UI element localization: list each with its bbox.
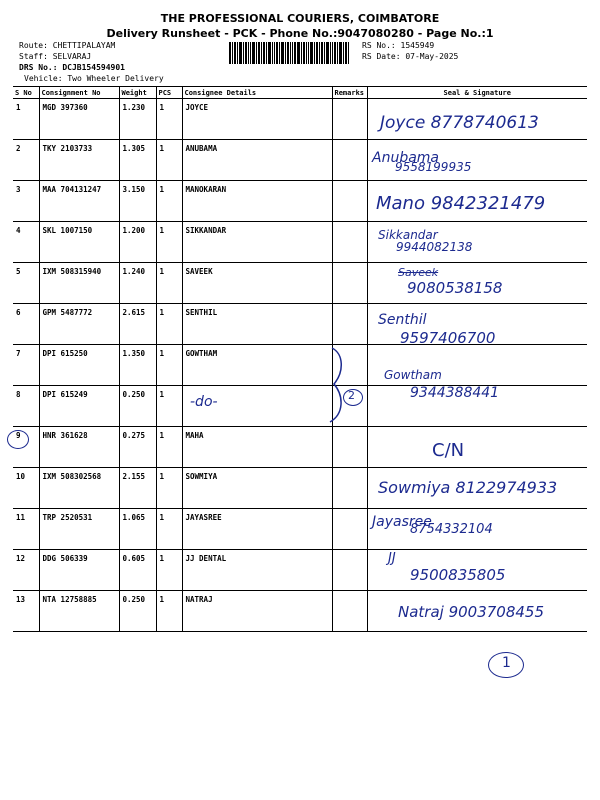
table-row: [13, 345, 587, 386]
cell-sno: 12: [13, 550, 39, 591]
cell-remarks: [332, 263, 367, 304]
cell-pcs: 1: [156, 304, 182, 345]
table-row: [13, 222, 587, 263]
col-pcs: PCS: [156, 87, 182, 99]
cell-sno: 1: [13, 99, 39, 140]
cell-remarks: [332, 304, 367, 345]
cell-consignment: DPI 615249: [39, 386, 119, 427]
table-row: [13, 427, 587, 468]
cell-consignment: DDG 506339: [39, 550, 119, 591]
cell-consignee: JOYCE: [182, 99, 332, 140]
rs-number: RS No.: 1545949: [362, 41, 435, 50]
cell-consignee: SENTHIL: [182, 304, 332, 345]
cell-consignment: HNR 361628: [39, 427, 119, 468]
cell-sno: 6: [13, 304, 39, 345]
col-remarks: Remarks: [332, 87, 367, 99]
cell-consignee: JJ DENTAL: [182, 550, 332, 591]
cell-remarks: [332, 509, 367, 550]
cell-pcs: 1: [156, 345, 182, 386]
company-title: THE PROFESSIONAL COURIERS, COIMBATORE: [160, 12, 440, 25]
col-sno: S No: [13, 87, 39, 99]
cell-weight: 1.305: [119, 140, 156, 181]
cell-weight: 0.605: [119, 550, 156, 591]
barcode: [229, 42, 349, 64]
cell-consignment: GPM 5487772: [39, 304, 119, 345]
table-header-row: [13, 87, 587, 99]
signature-row-12-phone: 9500835805: [410, 566, 506, 584]
cell-pcs: 1: [156, 468, 182, 509]
col-seal-signature: Seal & Signature: [367, 87, 587, 99]
col-weight: Weight: [119, 87, 156, 99]
cell-pcs: 1: [156, 386, 182, 427]
signature-row-8-name: Gowtham: [384, 368, 442, 382]
cell-pcs: 1: [156, 427, 182, 468]
cell-pcs: 1: [156, 140, 182, 181]
cell-sno: 11: [13, 509, 39, 550]
drs-number: DRS No.: DCJB154594901: [19, 63, 125, 72]
table-row: [13, 304, 587, 345]
cell-pcs: 1: [156, 99, 182, 140]
cell-consignee: MAHA: [182, 427, 332, 468]
signature-row-6-phone: 9597406700: [400, 329, 496, 347]
cell-weight: 2.615: [119, 304, 156, 345]
route-label: Route: CHETTIPALAYAM: [19, 41, 116, 50]
cell-remarks: [332, 427, 367, 468]
ditto-mark-row-8: -do-: [190, 394, 218, 410]
cell-sno: 9: [13, 427, 39, 468]
staff-label: Staff: SELVARAJ: [19, 52, 92, 61]
remark-row-9: C/N: [432, 440, 465, 461]
cell-consignment: SKL 1007150: [39, 222, 119, 263]
cell-consignment: MGD 397360: [39, 99, 119, 140]
row-9-circle-mark: [7, 430, 29, 449]
cell-remarks: [332, 222, 367, 263]
circled-count-value: 2: [348, 389, 355, 402]
cell-sno: 4: [13, 222, 39, 263]
cell-weight: 0.250: [119, 386, 156, 427]
signature-row-4-name: Sikkandar: [378, 228, 438, 242]
signature-row-1: Joyce 8778740613: [380, 113, 539, 133]
runsheet-table: [13, 86, 587, 632]
cell-sno: 8: [13, 386, 39, 427]
signature-row-2-name: Anubama: [372, 150, 440, 166]
cell-weight: 1.200: [119, 222, 156, 263]
runsheet-subtitle: Delivery Runsheet - PCK - Phone No.:9047080280 - Page No.:1: [106, 27, 494, 40]
cell-consignee: SOWMIYA: [182, 468, 332, 509]
signature-row-2-phone: 9558199935: [395, 160, 472, 174]
signature-row-3: Mano 9842321479: [376, 193, 546, 214]
vehicle-label: Vehicle: Two Wheeler Delivery: [24, 74, 164, 83]
cell-remarks: [332, 140, 367, 181]
cell-weight: 1.230: [119, 99, 156, 140]
cell-consignee: MANOKARAN: [182, 181, 332, 222]
cell-consignment: TRP 2520531: [39, 509, 119, 550]
cell-pcs: 1: [156, 591, 182, 632]
signature-row-5-phone: 9080538158: [407, 279, 503, 297]
cell-sno: 5: [13, 263, 39, 304]
cell-pcs: 1: [156, 222, 182, 263]
cell-consignment: TKY 2103733: [39, 140, 119, 181]
cell-weight: 0.250: [119, 591, 156, 632]
cell-sno: 7: [13, 345, 39, 386]
col-consignee: Consignee Details: [182, 87, 332, 99]
table-row: [13, 509, 587, 550]
cell-pcs: 1: [156, 509, 182, 550]
cell-consignment: IXM 508302568: [39, 468, 119, 509]
cell-seal-signature: [367, 427, 587, 468]
cell-sno: 3: [13, 181, 39, 222]
page-number-mark: 1: [502, 655, 511, 671]
cell-weight: 2.155: [119, 468, 156, 509]
cell-sno: 2: [13, 140, 39, 181]
cell-consignment: DPI 615250: [39, 345, 119, 386]
cell-pcs: 1: [156, 181, 182, 222]
cell-remarks: [332, 591, 367, 632]
col-consignment: Consignment No: [39, 87, 119, 99]
cell-weight: 1.240: [119, 263, 156, 304]
rs-date: RS Date: 07-May-2025: [362, 52, 459, 61]
signature-row-13: Natraj 9003708455: [398, 603, 545, 621]
cell-consignee: ANUBAMA: [182, 140, 332, 181]
cell-sno: 13: [13, 591, 39, 632]
signature-row-8-phone: 9344388441: [410, 385, 500, 401]
cell-consignment: NTA 12758885: [39, 591, 119, 632]
signature-row-5-name: Saveek: [398, 266, 439, 279]
cell-remarks: [332, 181, 367, 222]
cell-remarks: [332, 550, 367, 591]
bracket-mark: [322, 344, 352, 424]
table-row: [13, 140, 587, 181]
signature-row-12-name: JJ: [388, 551, 396, 566]
cell-weight: 0.275: [119, 427, 156, 468]
signature-row-10: Sowmiya 8122974933: [378, 478, 558, 497]
signature-row-11-name: Jayasree: [372, 514, 432, 530]
cell-consignee: SAVEEK: [182, 263, 332, 304]
cell-remarks: [332, 468, 367, 509]
table-row: [13, 386, 587, 427]
cell-consignee: NATRAJ: [182, 591, 332, 632]
cell-sno: 10: [13, 468, 39, 509]
cell-consignment: MAA 704131247: [39, 181, 119, 222]
cell-consignee: JAYASREE: [182, 509, 332, 550]
cell-consignee: SIKKANDAR: [182, 222, 332, 263]
cell-weight: 3.150: [119, 181, 156, 222]
signature-row-6-name: Senthil: [378, 312, 427, 328]
cell-weight: 1.065: [119, 509, 156, 550]
cell-remarks: [332, 99, 367, 140]
cell-pcs: 1: [156, 550, 182, 591]
signature-row-4-phone: 9944082138: [396, 240, 473, 254]
cell-weight: 1.350: [119, 345, 156, 386]
cell-consignee: GOWTHAM: [182, 345, 332, 386]
cell-consignment: IXM 508315940: [39, 263, 119, 304]
signature-row-11-phone: 8754332104: [410, 522, 493, 537]
cell-pcs: 1: [156, 263, 182, 304]
